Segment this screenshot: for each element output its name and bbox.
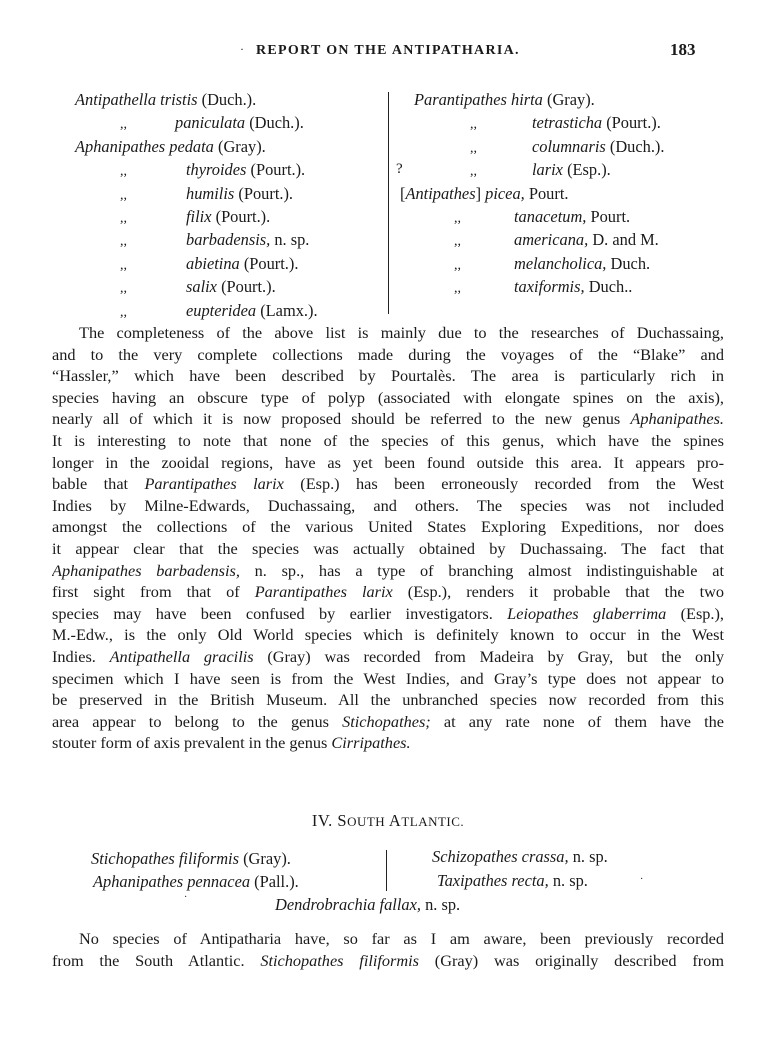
column-divider	[386, 850, 387, 891]
text-run: (Esp.), renders it probable that the two	[392, 582, 724, 602]
species-name: melancholica,	[514, 253, 607, 273]
species-name: abietina	[186, 253, 240, 273]
ditto-mark: ,,	[470, 140, 477, 156]
text-line: it appear clear that the species was actually obtained by Duchassaing. The fact that	[52, 538, 724, 558]
ditto-mark: ,,	[470, 164, 477, 180]
text-line: The completeness of the above list is mainly due to the researches of Duchassaing,	[79, 323, 724, 342]
species-name: eupteridea	[186, 300, 257, 320]
italic-species: Leiopathes glaberrima	[507, 603, 667, 623]
ditto-mark: ,,	[120, 234, 127, 250]
authority: n. sp.	[425, 895, 461, 914]
text-run: bable that	[52, 474, 145, 494]
text-line	[52, 711, 724, 733]
running-title: REPORT ON THE ANTIPATHARIA.	[256, 43, 520, 58]
text-run: nearly all of which it is now proposed should be referred to the new genus	[52, 409, 631, 429]
section-numeral: IV.	[311, 811, 333, 830]
text-run: (Esp.),	[666, 603, 724, 623]
species-name: tristis	[160, 90, 198, 109]
ditto-mark: ,,	[454, 210, 461, 226]
ditto-mark: ,,	[454, 234, 461, 250]
text-line	[52, 473, 724, 495]
heading-smallcaps: OUTH	[347, 814, 386, 829]
genus-name: Antipathella	[75, 90, 157, 109]
bracket-close: ]	[475, 183, 482, 203]
heading-cap: A	[388, 811, 402, 830]
text-run: stouter form of axis prevalent in the genus	[52, 733, 332, 753]
text-run: first sight from that of	[52, 582, 255, 602]
authority: D. and M.	[592, 230, 659, 250]
text-line	[52, 603, 724, 625]
species-name: Aphanipathes pennacea	[93, 872, 251, 891]
authority: n. sp.	[552, 871, 588, 890]
text-line	[52, 408, 724, 430]
text-run: Indies.	[52, 646, 110, 666]
authority: (Pourt.).	[243, 253, 299, 273]
species-name: filix	[186, 206, 212, 226]
authority: Duch..	[588, 277, 633, 297]
text-line: amongst the collections of the various United States Exploring Expeditions, nor does	[52, 517, 724, 537]
running-head	[0, 40, 776, 64]
page-number: 183	[670, 40, 696, 59]
italic-species: Parantipathes larix	[254, 582, 393, 602]
species-name: humilis	[186, 183, 235, 203]
authority: (Duch.).	[249, 113, 304, 133]
bracket-open: [	[400, 183, 406, 203]
authority: n. sp.	[274, 230, 310, 250]
species-name: Stichopathes filiformis	[91, 849, 239, 868]
text-run: n. sp., has a type of branching almost indistinguishable at	[239, 560, 724, 580]
species-name: larix	[532, 160, 563, 180]
text-line: No species of Antipatharia have, so far as I am aware, been previously recorded	[79, 929, 724, 948]
text-line: It is interesting to note that none of the species of this genus, which have the spines	[52, 430, 724, 450]
south-atlantic-species-list	[0, 846, 776, 920]
authority: (Esp.).	[567, 160, 611, 180]
authority: (Pourt.).	[215, 206, 271, 226]
italic-species: Parantipathes larix	[144, 474, 284, 494]
genus-name: Antipathes	[405, 183, 476, 203]
text-line: species having an obscure type of polyp (associated with elongate spines on the axis),	[52, 387, 724, 407]
text-line: and to the very complete collections made during the voyages of the “Blake” and	[52, 344, 724, 364]
text-run: area appear to belong to the genus	[52, 711, 343, 731]
genus-name: Aphanipathes	[75, 136, 166, 156]
stray-mark: ·	[640, 874, 644, 885]
species-name: thyroides	[186, 160, 247, 180]
species-entry	[275, 894, 460, 915]
text-line	[52, 646, 724, 668]
italic-species: Antipathella gracilis	[109, 646, 254, 666]
species-name: barbadensis,	[186, 230, 271, 250]
heading-smallcaps: TLANTIC.	[401, 814, 465, 829]
authority: (Gray).	[243, 849, 291, 868]
text-run: (Gray) was recorded from Madeira by Gray, but the only	[253, 646, 724, 666]
ditto-mark: ,,	[120, 187, 127, 203]
ditto-mark: ,,	[120, 164, 127, 180]
text-run: (Gray) was originally described from	[419, 950, 724, 970]
authority: (Duch.).	[201, 90, 257, 109]
species-name: Taxipathes recta,	[437, 871, 549, 890]
italic-genus: Aphanipathes.	[630, 409, 724, 429]
section-heading	[0, 811, 776, 831]
species-name: pedata	[169, 136, 214, 156]
italic-species: Aphanipathes barbadensis,	[52, 560, 240, 580]
authority: (Gray).	[217, 136, 266, 156]
text-line	[52, 560, 724, 582]
authority: (Pourt.).	[238, 183, 294, 203]
genus-name: Parantipathes	[414, 90, 507, 109]
text-run: (Esp.) has been erroneously recorded from the West	[283, 474, 724, 494]
authority: (Lamx.).	[260, 300, 318, 320]
species-name: columnaris	[532, 136, 606, 156]
ditto-mark: ,,	[120, 281, 127, 297]
ditto-mark: ,,	[470, 117, 477, 133]
ditto-mark: ,,	[120, 304, 127, 320]
query-mark: ?	[396, 161, 403, 178]
heading-cap: S	[337, 811, 348, 830]
species-name: taxiformis,	[514, 277, 585, 297]
ditto-mark: ,,	[120, 117, 127, 133]
text-line: M.-Edw., is the only Old World species which is definitely known to occur in the West	[52, 625, 724, 645]
species-name: Schizopathes crassa,	[432, 847, 569, 866]
authority: (Pourt.).	[250, 160, 306, 180]
text-line: Indies by Milne-Edwards, Duchassaing, and others. The species was not included	[52, 495, 724, 515]
authority: (Pourt.).	[606, 113, 661, 133]
species-name: tetrasticha	[532, 113, 603, 133]
species-entry	[437, 870, 588, 891]
text-line	[52, 950, 724, 972]
body-paragraph-1	[52, 322, 724, 754]
ditto-mark: ,,	[120, 210, 127, 226]
species-name: americana,	[514, 230, 589, 250]
authority: n. sp.	[572, 847, 608, 866]
species-name: paniculata	[175, 113, 246, 133]
text-line: “Hassler,” which have been described by Pourtalès. The area is particularly rich in	[52, 366, 724, 386]
authority: (Pourt.).	[221, 277, 276, 297]
running-head-mark: ·	[240, 42, 244, 56]
ditto-mark: ,,	[120, 257, 127, 273]
species-name: Dendrobrachia fallax,	[275, 895, 421, 914]
ditto-mark: ,,	[454, 281, 461, 297]
text-line	[52, 732, 724, 754]
authority: Pourt.	[590, 206, 631, 226]
text-run: at any rate none of them have the	[430, 711, 724, 731]
text-line	[52, 581, 724, 603]
authority: (Duch.).	[609, 136, 665, 156]
body-paragraph-2	[52, 928, 724, 971]
ditto-mark: ,,	[454, 257, 461, 273]
species-entry	[91, 848, 291, 869]
authority: Pourt.	[528, 183, 569, 203]
stray-mark: ·	[184, 892, 188, 903]
text-run: species may have been confused by earlier investigators.	[52, 603, 508, 623]
text-run: from the South Atlantic.	[52, 950, 261, 970]
authority: (Gray).	[547, 90, 595, 109]
italic-genus: Stichopathes;	[342, 711, 431, 731]
species-name: tanacetum,	[514, 206, 587, 226]
italic-species: Stichopathes filiformis	[260, 950, 420, 970]
text-line: specimen which I have seen is from the West Indies, and Gray’s type does not appear to	[52, 668, 724, 688]
species-entry	[93, 871, 299, 892]
authority: (Pall.).	[254, 872, 299, 891]
text-line: be preserved in the British Museum. All the unbranched species now recorded from this	[52, 690, 724, 710]
column-divider	[388, 92, 389, 314]
species-name: salix	[186, 277, 217, 297]
text-line: longer in the zooidal regions, have as yet been found outside this area. It appears pro-	[52, 452, 724, 472]
species-name: picea,	[485, 183, 525, 203]
authority: Duch.	[610, 253, 651, 273]
italic-genus: Cirripathes.	[331, 733, 411, 753]
species-entry	[432, 846, 608, 867]
species-name: hirta	[511, 90, 543, 109]
